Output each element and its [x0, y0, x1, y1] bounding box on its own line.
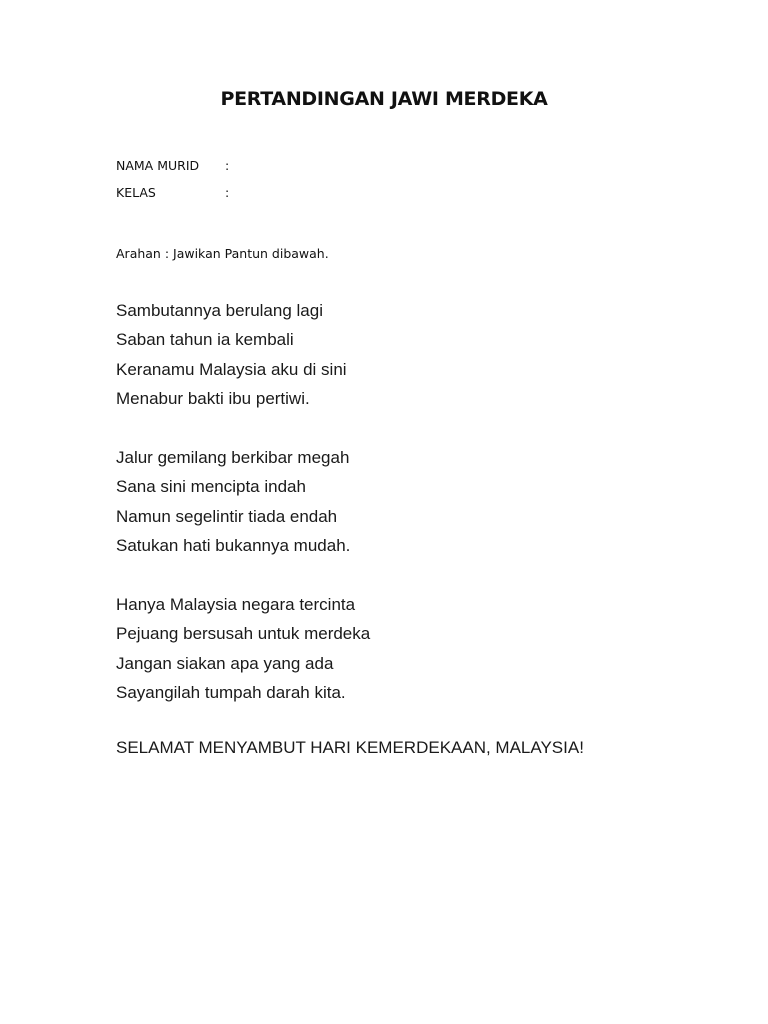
- stanza-line: Sana sini mencipta indah: [116, 477, 306, 497]
- page-title: PERTANDINGAN JAWI MERDEKA: [220, 88, 548, 110]
- closing-greeting: SELAMAT MENYAMBUT HARI KEMERDEKAAN, MALAYSIA!: [116, 738, 584, 757]
- pantun-stanza-2: [116, 443, 350, 561]
- stanza-line: Namun segelintir tiada endah: [116, 506, 338, 526]
- class-label: KELAS: [116, 185, 156, 200]
- stanza-line: Pejuang bersusah untuk merdeka: [116, 624, 371, 644]
- stanza-line: Sayangilah tumpah darah kita.: [116, 683, 346, 703]
- stanza-line: Jangan siakan apa yang ada: [116, 653, 334, 673]
- student-name-field: [116, 158, 229, 173]
- stanza-line: Hanya Malaysia negara tercinta: [116, 595, 356, 614]
- instruction-text: Arahan : Jawikan Pantun dibawah.: [116, 246, 329, 261]
- student-name-separator: :: [225, 158, 230, 173]
- stanza-line: Jalur gemilang berkibar megah: [116, 448, 350, 467]
- stanza-line: Satukan hati bukannya mudah.: [116, 536, 351, 556]
- student-name-label: NAMA MURID: [116, 158, 200, 173]
- class-separator: :: [225, 185, 230, 200]
- stanza-line: Saban tahun ia kembali: [116, 330, 294, 350]
- stanza-line: Keranamu Malaysia aku di sini: [116, 359, 347, 379]
- pantun-stanza-3: [116, 590, 370, 708]
- class-field: [116, 185, 229, 200]
- pantun-stanza-1: [116, 296, 347, 414]
- stanza-line: Sambutannya berulang lagi: [116, 301, 323, 320]
- stanza-line: Menabur bakti ibu pertiwi.: [116, 389, 310, 409]
